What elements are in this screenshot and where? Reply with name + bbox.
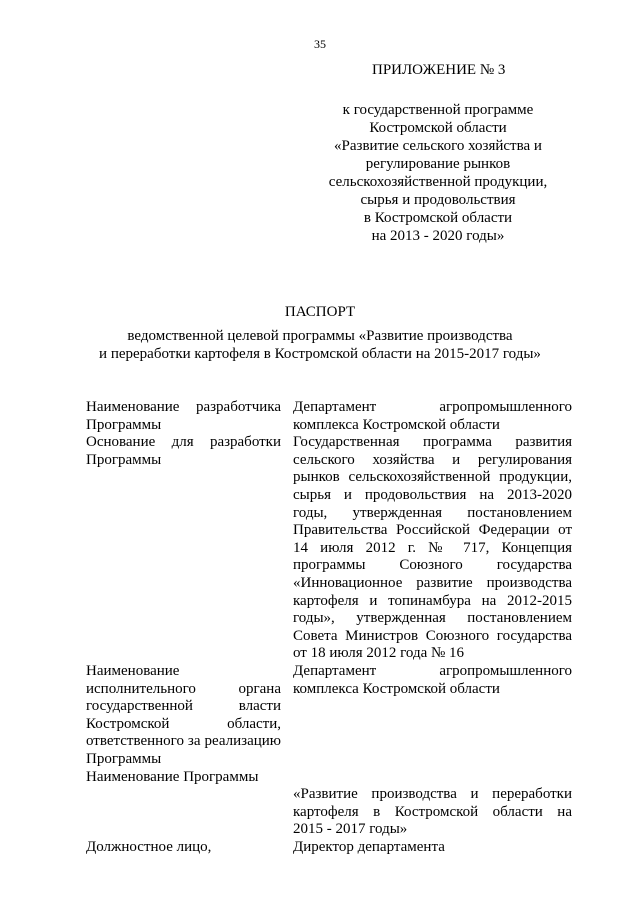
passport-row-label <box>86 769 281 787</box>
appendix-subtitle <box>300 101 576 245</box>
appendix-line: в Костромской области <box>363 210 513 226</box>
value-line: программы Союзного государства <box>293 557 572 574</box>
appendix-line: «Развитие сельского хозяйства и <box>334 138 542 154</box>
label-line: Основание для разработки <box>86 434 281 451</box>
passport-row-value <box>293 399 572 434</box>
label-line: Программы <box>86 451 162 468</box>
passport-row-label <box>86 839 281 857</box>
value-line: картофеля в Костромской области на <box>293 803 572 820</box>
passport-row-value <box>293 786 572 839</box>
label-line: Должностное лицо, <box>86 838 212 855</box>
value-line: годы», утвержденная постановлением <box>293 610 572 627</box>
value-line: сельского хозяйства и регулирования <box>293 451 572 468</box>
label-line: исполнительного органа <box>86 680 281 697</box>
passport-row-value <box>293 839 572 857</box>
passport-row-label <box>86 399 281 434</box>
passport-row <box>86 399 572 434</box>
value-line: «Инновационное развитие производства <box>293 574 572 591</box>
value-line: Департамент агропромышленного <box>293 662 572 679</box>
value-line: комплекса Костромской области <box>293 680 500 697</box>
label-line: Наименование Программы <box>86 768 259 785</box>
passport-table <box>86 399 572 857</box>
value-line: «Развитие производства и переработки <box>293 786 572 803</box>
passport-title: ПАСПОРТ <box>284 304 356 320</box>
value-line: картофеля и топинамбура на 2012-2015 <box>293 592 572 609</box>
passport-subtitle-line: ведомственной целевой программы «Развитие производства <box>127 328 513 344</box>
appendix-line: сырья и продовольствия <box>360 192 516 208</box>
appendix-line: сельскохозяйственной продукции, <box>328 174 548 190</box>
label-line: Программы <box>86 416 162 433</box>
value-line: Департамент агропромышленного <box>293 399 572 415</box>
label-line: ответственного за реализацию <box>86 733 281 750</box>
label-line: государственной власти <box>86 698 281 715</box>
value-line: сырья и продовольствия на 2013-2020 <box>293 486 572 503</box>
value-line: Государственная программа развития <box>293 434 572 451</box>
label-line: Наименование <box>86 662 180 679</box>
passport-row <box>86 769 572 839</box>
passport-row-label <box>86 434 281 469</box>
value-line: Совета Министров Союзного государства <box>293 627 572 644</box>
page-number: 35 <box>314 37 326 51</box>
appendix-title: ПРИЛОЖЕНИЕ № 3 <box>372 62 506 78</box>
value-line: Директор департамента <box>293 838 445 855</box>
appendix-line: регулирование рынков <box>365 156 511 172</box>
value-line: Правительства Российской Федерации от <box>293 522 572 539</box>
passport-row-value <box>293 663 572 698</box>
appendix-line: Костромской области <box>369 120 507 136</box>
appendix-line: к государственной программе <box>342 102 534 118</box>
label-line: Программы <box>86 750 162 767</box>
passport-subtitle-line: и переработки картофеля в Костромской области на 2015-2017 годы» <box>99 346 541 362</box>
value-line: комплекса Костромской области <box>293 416 500 433</box>
passport-row <box>86 434 572 663</box>
label-line: Костромской области, <box>86 715 281 732</box>
passport-row <box>86 839 572 857</box>
appendix-line: на 2013 - 2020 годы» <box>371 228 505 244</box>
passport-subtitle <box>0 327 640 363</box>
passport-row <box>86 663 572 769</box>
passport-row-label <box>86 663 281 769</box>
label-line: Наименование разработчика <box>86 399 281 415</box>
value-line: рынков сельскохозяйственной продукции, <box>293 469 572 486</box>
passport-row-value <box>293 434 572 663</box>
value-line: от 18 июля 2012 года № 16 <box>293 645 465 662</box>
value-line: 14 июля 2012 г. № 717, Концепция <box>293 539 572 556</box>
value-line: 2015 - 2017 годы» <box>293 821 408 838</box>
value-line: годы, утвержденная постановлением <box>293 504 572 521</box>
